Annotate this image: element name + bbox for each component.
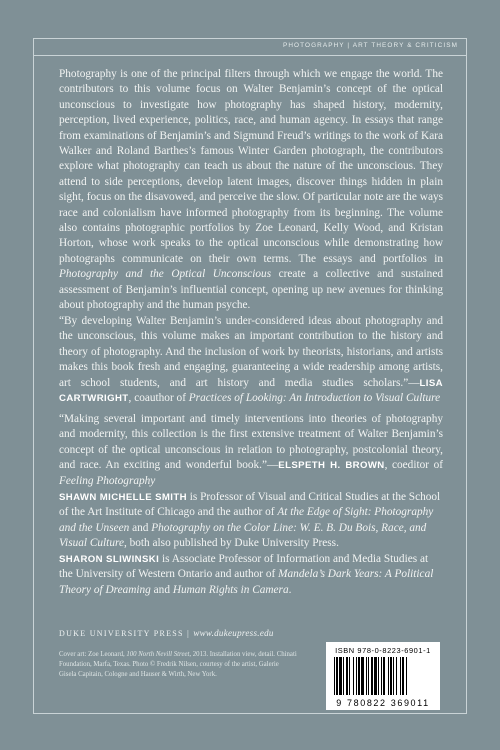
description-part2: create a collective and sustained assessment of Benjamin’s influential concept, opening up new avenues for thinking about photography and the human psyche. [59, 268, 443, 312]
blurb-text: “By developing Walter Benjamin’s under-considered ideas about photography and the unconscious, this volume makes an important contribution to the history and theory of photography. And the inclusion of work by theorists, historians, and artists makes this book fresh and engaging, guaranteeing a wide readership among artists, art school students, and art history and media studies scholars.”— [59, 315, 443, 389]
editor-book: Mandela’s Dark Years: A Political Theory of Dreaming [59, 568, 434, 596]
editor-name: SHARON SLIWINSKI [59, 554, 160, 565]
editor-bio-text: is Professor of Visual and Critical Studies at the School of the Art Institute of Chicago and the author of [59, 491, 441, 519]
publisher-name: DUKE UNIVERSITY PRESS [59, 629, 184, 638]
book-description [59, 67, 443, 314]
editor-bio-text: and [129, 521, 152, 534]
editor-bio-sliwinski [59, 552, 443, 598]
publisher-separator: | [187, 629, 191, 638]
editor-book: Photography on the Color Line: W. E. B. Du Bois, Race, and Visual Culture [59, 521, 427, 550]
category-label: PHOTOGRAPHY | ART THEORY & CRITICISM [282, 42, 458, 49]
blurb-author: LISA CARTWRIGHT [59, 377, 443, 405]
isbn-barcode-box [326, 642, 440, 710]
blurb-author: ELSPETH H. BROWN [278, 460, 385, 472]
editor-bio-text: and [150, 583, 173, 596]
editor-name: SHAWN MICHELLE SMITH [59, 492, 187, 503]
editor-bio-text: is Associate Professor of Information and Media Studies at the University of Western Ontario and author of [59, 553, 429, 581]
publisher-line [59, 628, 274, 638]
editor-book: Human Rights in Camera [172, 583, 289, 596]
editor-bio-text: . [288, 583, 292, 596]
barcode-icon [332, 657, 434, 699]
credit-work-title: 100 North Nevill Street [126, 651, 190, 658]
isbn-label: ISBN 978-0-8223-6901-1 [335, 646, 431, 655]
editor-book: At the Edge of Sight: Photography and the Unseen [59, 506, 434, 534]
blurb-affiliation-prefix: , coauthor of [128, 392, 189, 405]
blurb-text: “Making several important and timely interventions into theories of photography and modernity, this collection is the first extensive treatment of Walter Benjamin’s concept of the optical unconscious in relation to photography, postcolonial theory, and race. An exciting and wonderful book.”— [59, 413, 443, 472]
header-divider [33, 55, 467, 56]
blurb-affiliation-title: Practices of Looking: An Introduction to Visual Culture [188, 392, 441, 405]
editor-bio-smith [59, 490, 443, 552]
credit-text: , 2013. Installation view, detail. Chinati Foundation, Marfa, Texas. Photo © Fredrik Nilsen, courtesy of the artist, Galerie Gisela Capitain, Cologne and Hauser & Wirth, New York. [59, 651, 297, 678]
blurb-affiliation-prefix: , coeditor of [384, 459, 443, 472]
cover-art-credit [59, 650, 297, 679]
description-part1: Photography is one of the principal filters through which we engage the world. The contributors to this volume focus on Walter Benjamin’s concept of the optical unconscious to investigate how photography has shaped history, modernity, perception, lived experience, politics, race, and human agency. In essays that range from examinations of Benjamin’s and Sigmund Freud’s writings to the work of Kara Walker and Roland Barthes’s famous Winter Garden photograph, the contributors explore what photography can teach us about the nature of the unconscious. They attend to side perceptions, develop latent images, discover things hidden in plain sight, focus on the disavowed, and perceive the slow. Of particular note are the ways race and colonialism have informed photography from its beginning. The volume also contains photographic portfolios by Zoe Leonard, Kelly Wood, and Kristan Horton, whose work speaks to the optical unconscious while demonstrating how photographs communicate on their own terms. The essays and portfolios in [59, 68, 443, 265]
barcode-number: 9 780822 369011 [336, 698, 430, 708]
blurb-affiliation-title: Feeling Photography [59, 474, 156, 487]
publisher-url[interactable]: www.dukeupress.edu [193, 628, 274, 638]
description-book-title: Photography and the Optical Unconscious [59, 268, 272, 281]
blurb-cartwright [59, 314, 443, 406]
editor-bio-text: , both also published by Duke University Press. [123, 537, 339, 550]
blurb-brown [59, 412, 443, 489]
credit-text: Cover art: Zoe Leonard, [59, 651, 127, 658]
